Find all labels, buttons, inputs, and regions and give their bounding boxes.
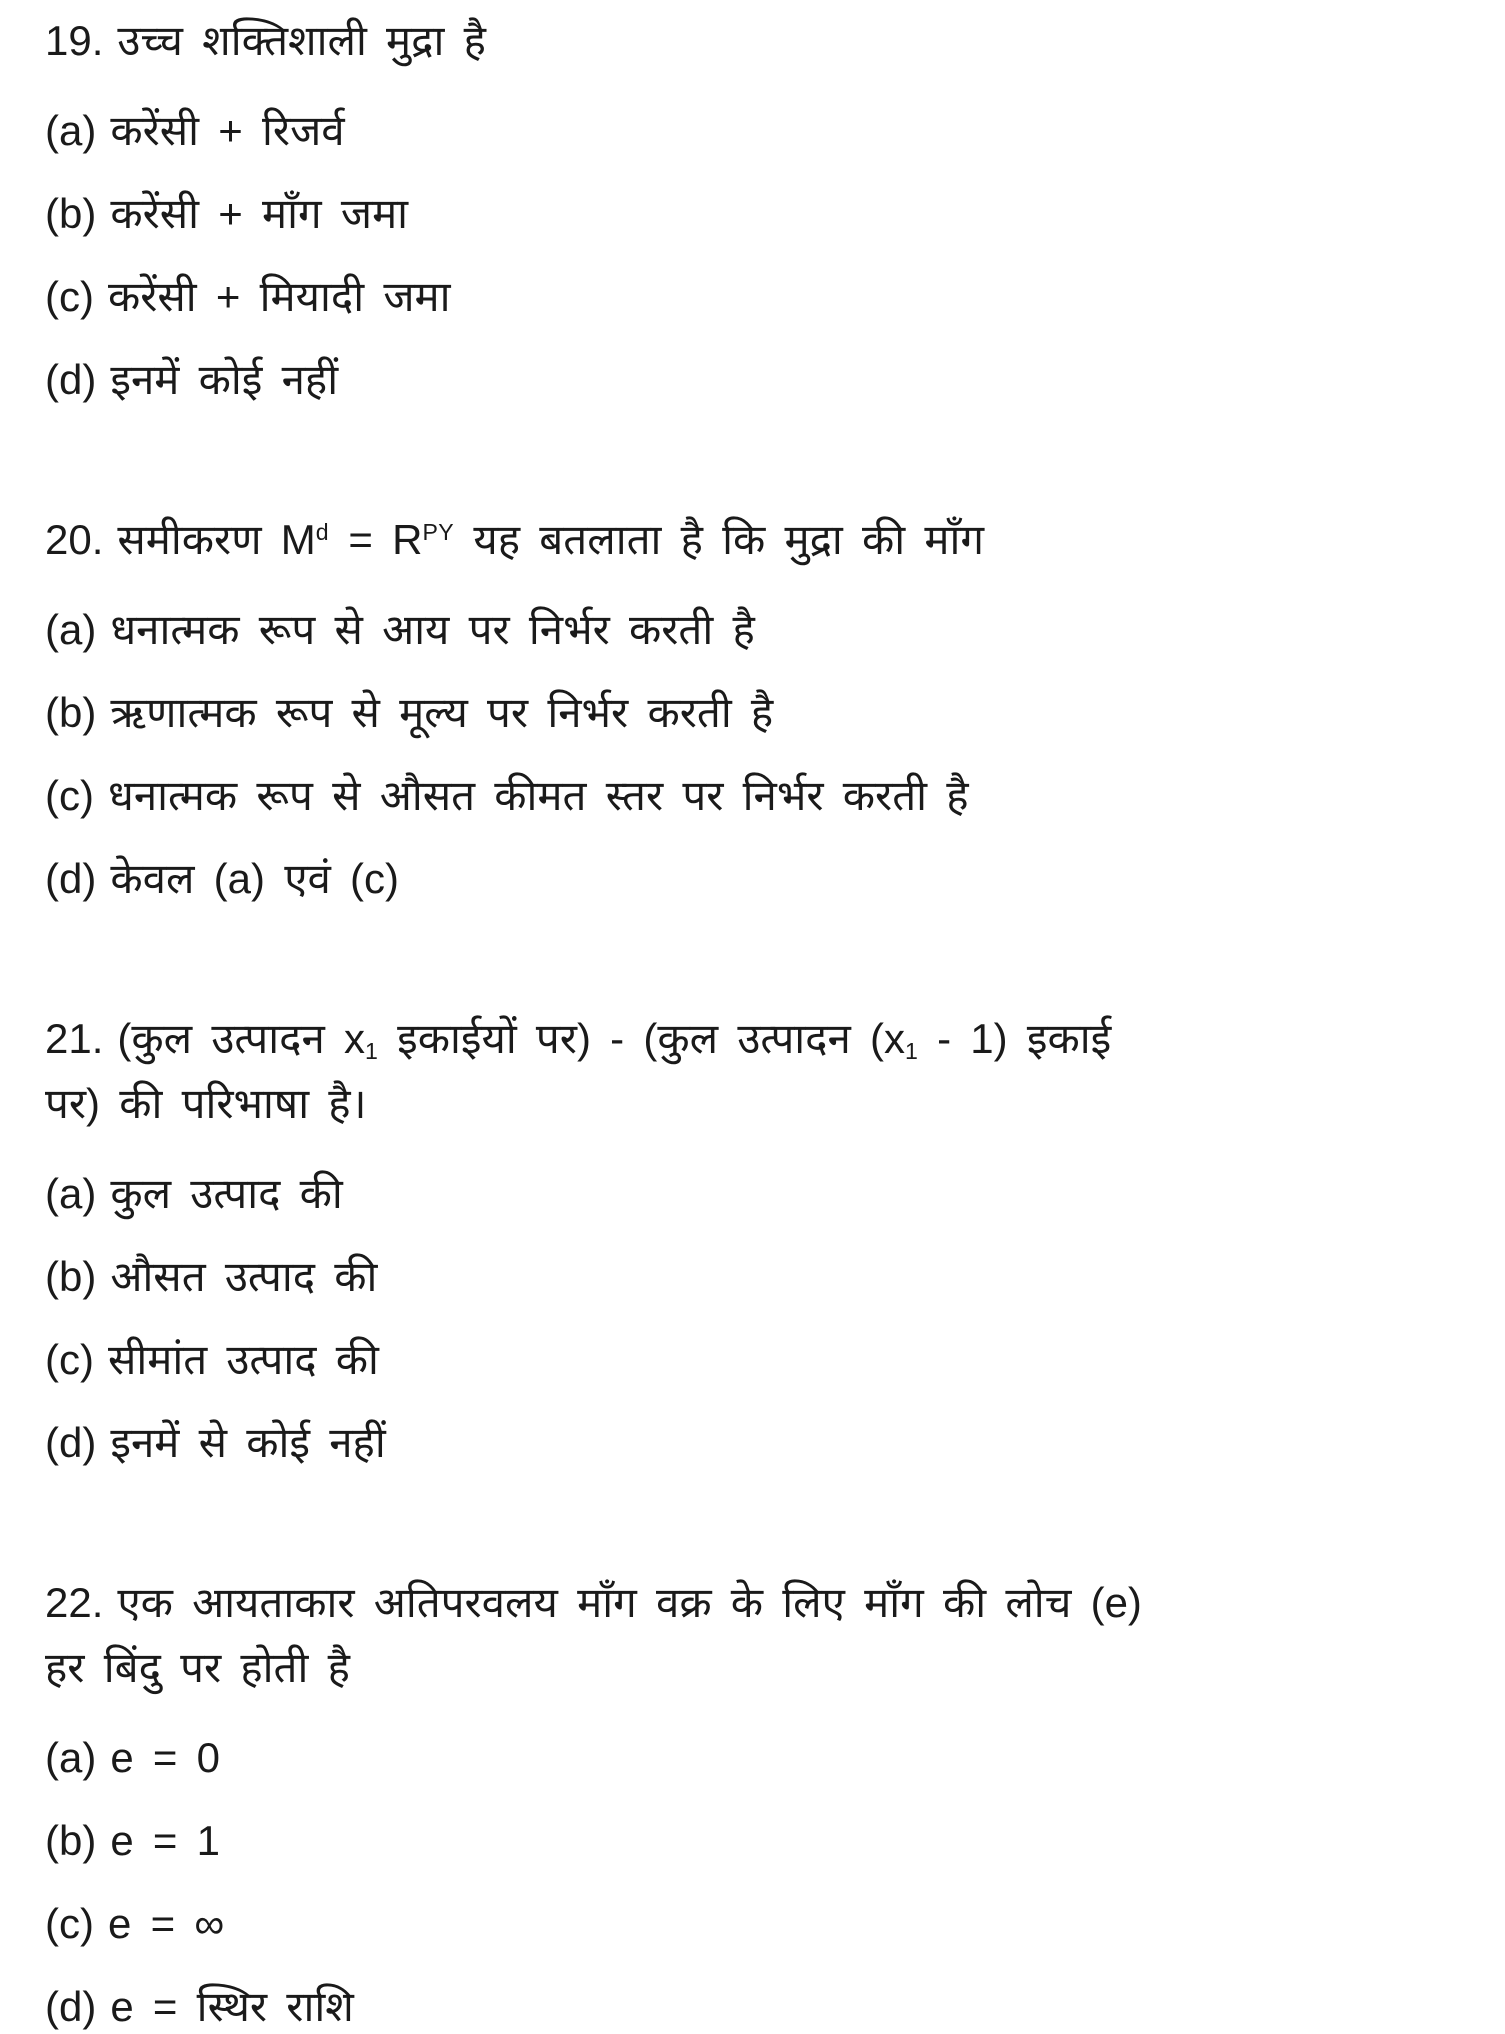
option-text: ऋणात्मक रूप से मूल्य पर निर्भर करती है [110,689,774,736]
question-block [45,507,1465,911]
option-text: करेंसी + रिजर्व [110,107,345,154]
option-text: e = 1 [110,1817,221,1864]
option-row [45,1161,1465,1226]
option-row [45,1244,1465,1309]
question-number: 19. [45,17,104,64]
question-block [45,1006,1465,1475]
option-label: (c) [45,273,94,320]
option-text: कुल उत्पाद की [110,1170,343,1217]
question-title [45,1006,1150,1136]
option-text: इनमें कोई नहीं [110,356,339,403]
option-text: इनमें से कोई नहीं [110,1419,386,1466]
option-row [45,1725,1465,1790]
question-title [45,8,1150,73]
option-row [45,1410,1465,1475]
question-title-text: समीकरण $M^d = R^{PY}$ यह बतलाता है कि मुद्रा की माँग [117,516,985,563]
option-text: e = 0 [110,1734,221,1781]
option-row [45,680,1465,745]
option-label: (b) [45,190,97,237]
option-row [45,846,1465,911]
option-text: औसत उत्पाद की [110,1253,378,1300]
option-text: सीमांत उत्पाद की [107,1336,379,1383]
option-label: (c) [45,1900,94,1947]
option-label: (a) [45,606,97,653]
option-row [45,181,1465,246]
question-title-text: एक आयताकार अतिपरवलय माँग वक्र के लिए माँग की लोच (e) हर बिंदु पर होती है [45,1579,1142,1691]
option-label: (c) [45,1336,94,1383]
question-title-text: (कुल उत्पादन $x_1$ इकाईयों पर) - (कुल उत्पादन $(x_1 - 1)$ इकाई पर) की परिभाषा है। [45,1015,1112,1127]
option-row [45,1808,1465,1873]
option-label: (d) [45,855,97,902]
option-label: (d) [45,1983,97,2030]
option-label: (a) [45,107,97,154]
question-title-text: उच्च शक्तिशाली मुद्रा है [117,17,486,64]
question-number: 22. [45,1579,104,1626]
option-row [45,597,1465,662]
option-label: (d) [45,1419,97,1466]
question-title [45,1570,1150,1700]
option-row [45,1327,1465,1392]
option-row [45,98,1465,163]
question-block [45,1570,1465,2034]
option-label: (a) [45,1170,97,1217]
question-title [45,507,1150,572]
option-label: (b) [45,689,97,736]
option-text: धनात्मक रूप से औसत कीमत स्तर पर निर्भर करती है [107,772,969,819]
option-text: केवल (a) एवं (c) [110,855,399,902]
question-number: 21. [45,1015,104,1062]
option-text: धनात्मक रूप से आय पर निर्भर करती है [110,606,755,653]
option-text: e = ∞ [107,1900,225,1947]
option-label: (a) [45,1734,97,1781]
question-list [45,8,1465,2034]
option-row [45,264,1465,329]
option-label: (b) [45,1253,97,1300]
question-number: 20. [45,516,104,563]
option-label: (b) [45,1817,97,1864]
question-block [45,8,1465,412]
option-row [45,763,1465,828]
option-text: करेंसी + माँग जमा [110,190,409,237]
option-row [45,1974,1465,2034]
option-label: (d) [45,356,97,403]
option-text: e = स्थिर राशि [110,1983,354,2030]
option-text: करेंसी + मियादी जमा [107,273,451,320]
option-label: (c) [45,772,94,819]
option-row [45,1891,1465,1956]
option-row [45,347,1465,412]
